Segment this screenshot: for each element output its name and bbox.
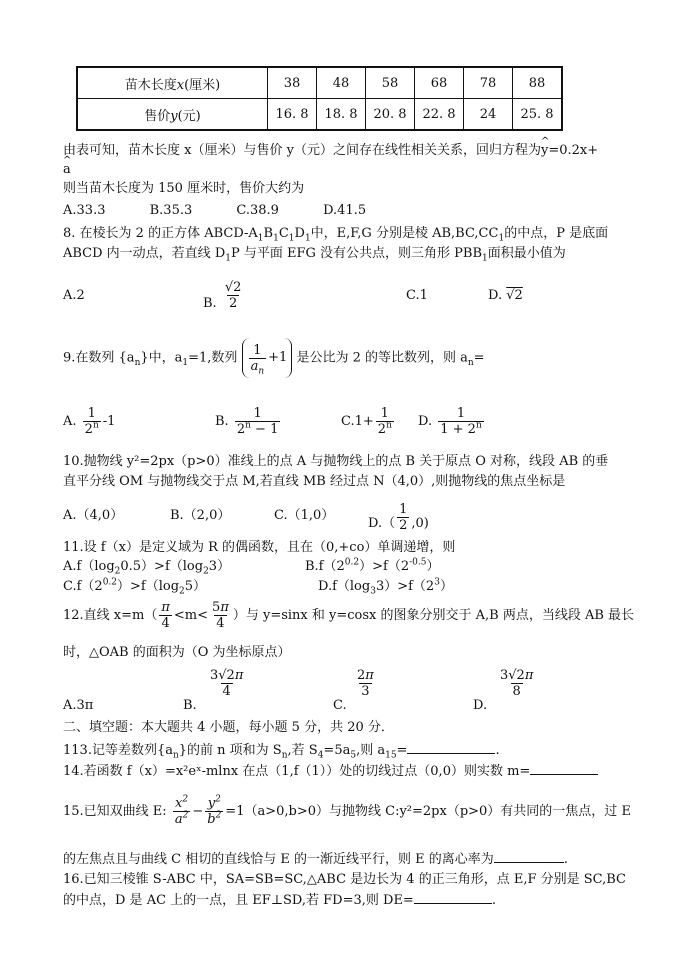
option-c-label: C. [333, 698, 347, 713]
q10-options [63, 500, 623, 536]
option-d: D.41.5 [323, 203, 367, 218]
q12-options [63, 668, 623, 714]
q11-line1: 11.设 f（x）是定义域为 R 的偶函数，且在（0,+co）单调递增，则 [63, 540, 456, 555]
option-d-label: D. [473, 698, 488, 713]
table-cell: 20. 8 [366, 99, 415, 131]
q16-line1: 16.已知三棱锥 S-ABC 中，SA=SB=SC,△ABC 是边长为 4 的正三角形，点 E,F 分别是 SC,BC [63, 872, 626, 887]
table-cell: 16. 8 [268, 99, 317, 131]
q10-line2: 直平分线 OM 与抛物线交于点 M,若直线 MB 经过点 N（4,0）,则抛物线的焦点坐标是 [63, 474, 566, 489]
table-cell: 68 [415, 67, 464, 99]
option-a: A. $\frac{1}{2^n}$ -1 [63, 406, 116, 437]
q7-line1: 由表可知，苗木长度 x（厘米）与售价 y（元）之间存在线性相关关系，回归方程为^ y=0.2x+ [63, 143, 598, 159]
option-c: C.1+ $\frac{1}{2^n}$ [341, 406, 392, 437]
q8-options [63, 280, 623, 320]
option-d: D. √2 [488, 288, 523, 303]
option-b: B.（2,0） [170, 508, 231, 523]
q14-line: 14.若函数 f（x）=x²eˣ-mlnx 在点（1,f（1））处的切线过点（0,0）则实数 m= [63, 762, 598, 780]
q10-line1: 10.抛物线 y²=2px（p>0）准线上的点 A 与抛物线上的点 B 关于原点 O 对称，线段 AB 的垂 [63, 454, 609, 469]
q7-options [63, 203, 366, 219]
option-c: C.（1,0） [274, 508, 335, 523]
q12-line1: 12.直线 x=m（ $\frac{\pi}{4}$ <m< $\frac{5\pi}{4}$ ）与 y=sinx 和 y=cosx 的图象分别交于 A,B 两点，当线段 AB 最长 [63, 600, 635, 631]
option-b: B. $\frac{1}{2^n - 1}$ [215, 406, 279, 437]
table-row [77, 67, 562, 99]
option-a: A.3π [63, 698, 94, 713]
option-b: $B.f(2^{0.2})>f(2^{-0.5})$ [305, 557, 440, 574]
q11-options-row1 [63, 559, 623, 575]
q15-line1: 15.已知双曲线 E: $\frac{x^2}{a^2}$ − $\frac{y^2}{b^2}$ =1（a>0,b>0）与抛物线 C:y²=2px（p>0）有共同的一焦点，过 E [63, 794, 631, 827]
option-a: A.（4,0） [63, 508, 124, 523]
option-b: B. $\frac{√2}{2}$ [203, 280, 242, 311]
option-d-frac: $\frac{3√2\pi}{8}$ [500, 668, 534, 699]
q13-line: 113.记等差数列$\{a_n\}$的前 n 项和为 $S_n$,若 $S_4=5a_5$,则 $a_{15}=$ . [63, 743, 500, 761]
table-cell: 48 [317, 67, 366, 99]
data-table [76, 66, 563, 131]
option-b-frac: $\frac{3√2\pi}{4}$ [210, 668, 244, 699]
q7-line3: 则当苗木长度为 150 厘米时，售价大约为 [63, 181, 305, 196]
q11-options-row2 [63, 579, 623, 595]
row-header-price: 售价y(元) [77, 99, 268, 131]
row-header-length: 苗木长度x(厘米) [77, 67, 268, 99]
option-d: D. $\frac{1}{1 + 2^n}$ [418, 406, 482, 437]
table-cell: 25. 8 [513, 99, 563, 131]
q7-ahat: ^ a [63, 162, 71, 178]
option-d: D.（ $\frac{1}{2}$ ,0) [368, 502, 429, 533]
table-cell: 78 [464, 67, 513, 99]
option-b: B.35.3 [149, 203, 193, 218]
table-cell: 88 [513, 67, 563, 99]
option-c-frac: $\frac{2\pi}{3}$ [357, 668, 374, 699]
option-c: C.38.9 [236, 203, 279, 218]
q16-line2: 的中点，D 是 AC 上的一点，且 EF⊥SD,若 FD=3,则 DE= . [63, 893, 496, 908]
table-row [77, 99, 562, 131]
q12-line2: 时，△OAB 的面积为（O 为坐标原点） [63, 645, 291, 660]
option-a: A.2 [63, 288, 85, 303]
table-cell: 58 [366, 67, 415, 99]
option-a: $A.f(\log_20.5)>f(\log_23)$ [63, 559, 231, 577]
table-cell: 18. 8 [317, 99, 366, 131]
option-d: $D.f(\log_33)>f(2^3)$ [318, 577, 453, 597]
option-b-label: B. [183, 698, 197, 713]
table-cell: 22. 8 [415, 99, 464, 131]
q9-stem: 9.在数列 $\{a_n\}$中，$a_1=1$,数列 $\frac{1}{a_n}$ +1 是公比为 2 的等比数列，则 $a_n=$ [63, 338, 485, 382]
option-a: A.33.3 [63, 203, 106, 218]
section-heading: 二、填空题：本大题共 4 小题，每小题 5 分，共 20 分． [63, 720, 394, 735]
q8-line2: ABCD 内一动点，若直线 $D_1P$ 与平面 EFG 没有公共点，则三角形 $PBB_1$面积最小值为 [63, 246, 566, 264]
q8-line1: 8. 在棱长为 2 的正方体 ABCD-$A_1B_1C_1D_1$中，E,F,G 分别是棱 $AB,BC,CC_1$的中点，P 是底面 [63, 226, 609, 244]
q15-line2: 的左焦点且与曲线 C 相切的直线恰与 E 的一渐近线平行，则 E 的离心率为 . [63, 852, 568, 867]
table-cell: 24 [464, 99, 513, 131]
q9-options [63, 400, 623, 440]
option-c: $C.f(2^{0.2})>f(\log_25)$ [63, 577, 207, 597]
table-cell: 38 [268, 67, 317, 99]
option-c: C.1 [406, 288, 428, 303]
